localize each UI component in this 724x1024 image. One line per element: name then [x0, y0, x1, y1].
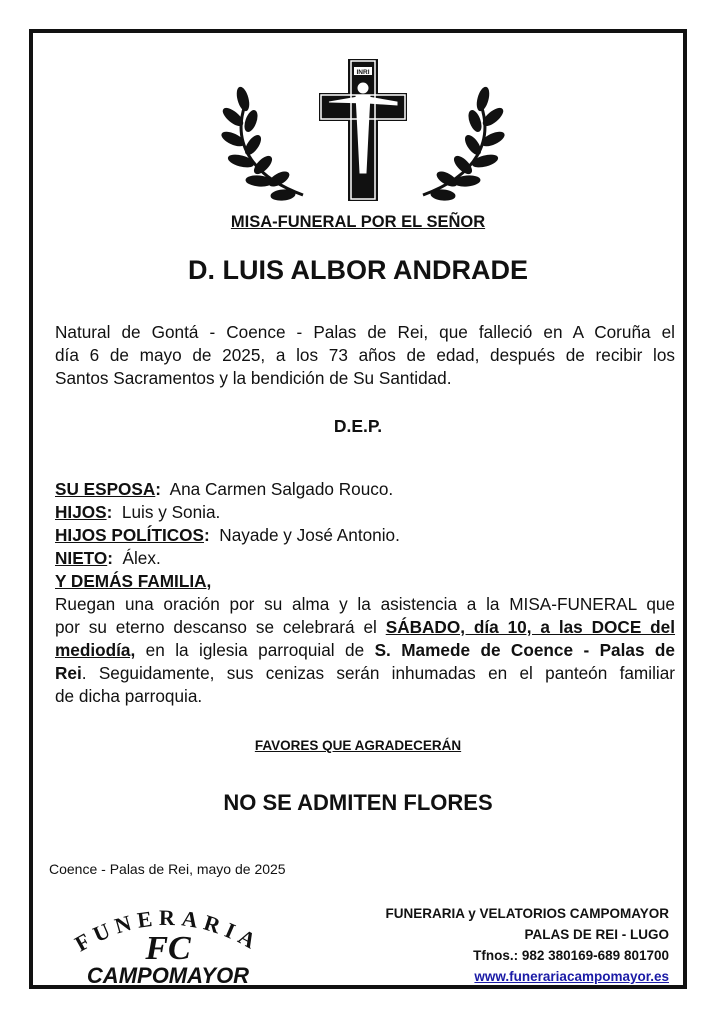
right-laurel-icon	[423, 86, 506, 201]
obituary-frame	[29, 29, 687, 989]
other-family-label: Y DEMÁS FAMILIA,	[55, 571, 212, 591]
request-line-4: Rei. Seguidamente, sus cenizas serán inhumadas en el panteón familiar	[55, 663, 675, 683]
in-laws-value: Nayade y José Antonio.	[219, 525, 400, 545]
other-family-row	[55, 570, 211, 593]
request-paragraph	[55, 593, 675, 708]
spouse-label: SU ESPOSA	[55, 479, 156, 499]
children-value: Luis y Sonia.	[121, 502, 221, 522]
thanks-text: FAVORES QUE AGRADECERÁN	[254, 738, 462, 753]
logo-arc-text: FUNERARIA	[70, 904, 266, 957]
church-name: S. Mamede de Coence - Palas de	[374, 640, 675, 660]
grandchild-row: NIETO: Álex.	[55, 548, 161, 568]
spouse-value: Ana Carmen Salgado Rouco.	[169, 479, 394, 499]
grandchild-value: Álex.	[122, 548, 161, 568]
request-line-1: Ruegan una oración por su alma y la asistencia a la MISA-FUNERAL que	[55, 594, 675, 614]
cross-icon	[319, 59, 407, 201]
request-line-5: de dicha parroquia.	[55, 686, 203, 706]
intro-line-1: Natural de Gontá - Coence - Palas de Rei, que falleció en A Coruña el	[55, 322, 675, 342]
grandchild-label: NIETO	[55, 548, 108, 568]
request-line-2: por su eterno descanso se celebrará el SÁBADO, día 10, a las DOCE del	[55, 617, 676, 637]
intro-line-3: Santos Sacramentos y la bendición de Su Santidad.	[55, 368, 452, 388]
request-line-3: mediodía, en la iglesia parroquial de S. Mamede de Coence - Palas de	[55, 640, 675, 660]
funeral-home-name: FUNERARIA y VELATORIOS CAMPOMAYOR	[385, 906, 669, 921]
dep-text: D.E.P.	[333, 416, 383, 436]
funeral-home-logo	[53, 891, 283, 987]
cross-with-laurels-illustration	[193, 55, 533, 205]
in-laws-label: HIJOS POLÍTICOS	[55, 525, 204, 545]
inri-sign: INRI	[356, 69, 370, 76]
deceased-name: D. LUIS ALBOR ANDRADE	[188, 255, 528, 285]
intro-paragraph	[55, 321, 675, 390]
logo-monogram: FC	[145, 930, 191, 967]
funeral-home-website-link[interactable]: www.funerariacampomayor.es	[474, 969, 669, 984]
funeral-home-phones: Tfnos.: 982 380169-689 801700	[473, 948, 669, 963]
service-title: MISA-FUNERAL POR EL SEÑOR	[230, 213, 486, 231]
funeral-home-location: PALAS DE REI - LUGO	[524, 927, 669, 942]
children-row: HIJOS: Luis y Sonia.	[55, 502, 221, 522]
service-date-time: SÁBADO, día 10, a las DOCE del	[385, 617, 676, 637]
in-laws-row: HIJOS POLÍTICOS: Nayade y José Antonio.	[55, 525, 400, 545]
place-date-text: Coence - Palas de Rei, mayo de 2025	[49, 861, 286, 877]
funeral-home-contact	[385, 903, 669, 987]
children-label: HIJOS	[55, 502, 107, 522]
intro-line-2: día 6 de mayo de 2025, a los 73 años de edad, después de recibir los	[55, 345, 675, 365]
left-laurel-icon	[220, 86, 303, 201]
spouse-row: SU ESPOSA: Ana Carmen Salgado Rouco.	[55, 479, 394, 499]
logo-name: CAMPOMAYOR	[86, 963, 250, 987]
no-flowers-text: NO SE ADMITEN FLORES	[223, 790, 493, 815]
